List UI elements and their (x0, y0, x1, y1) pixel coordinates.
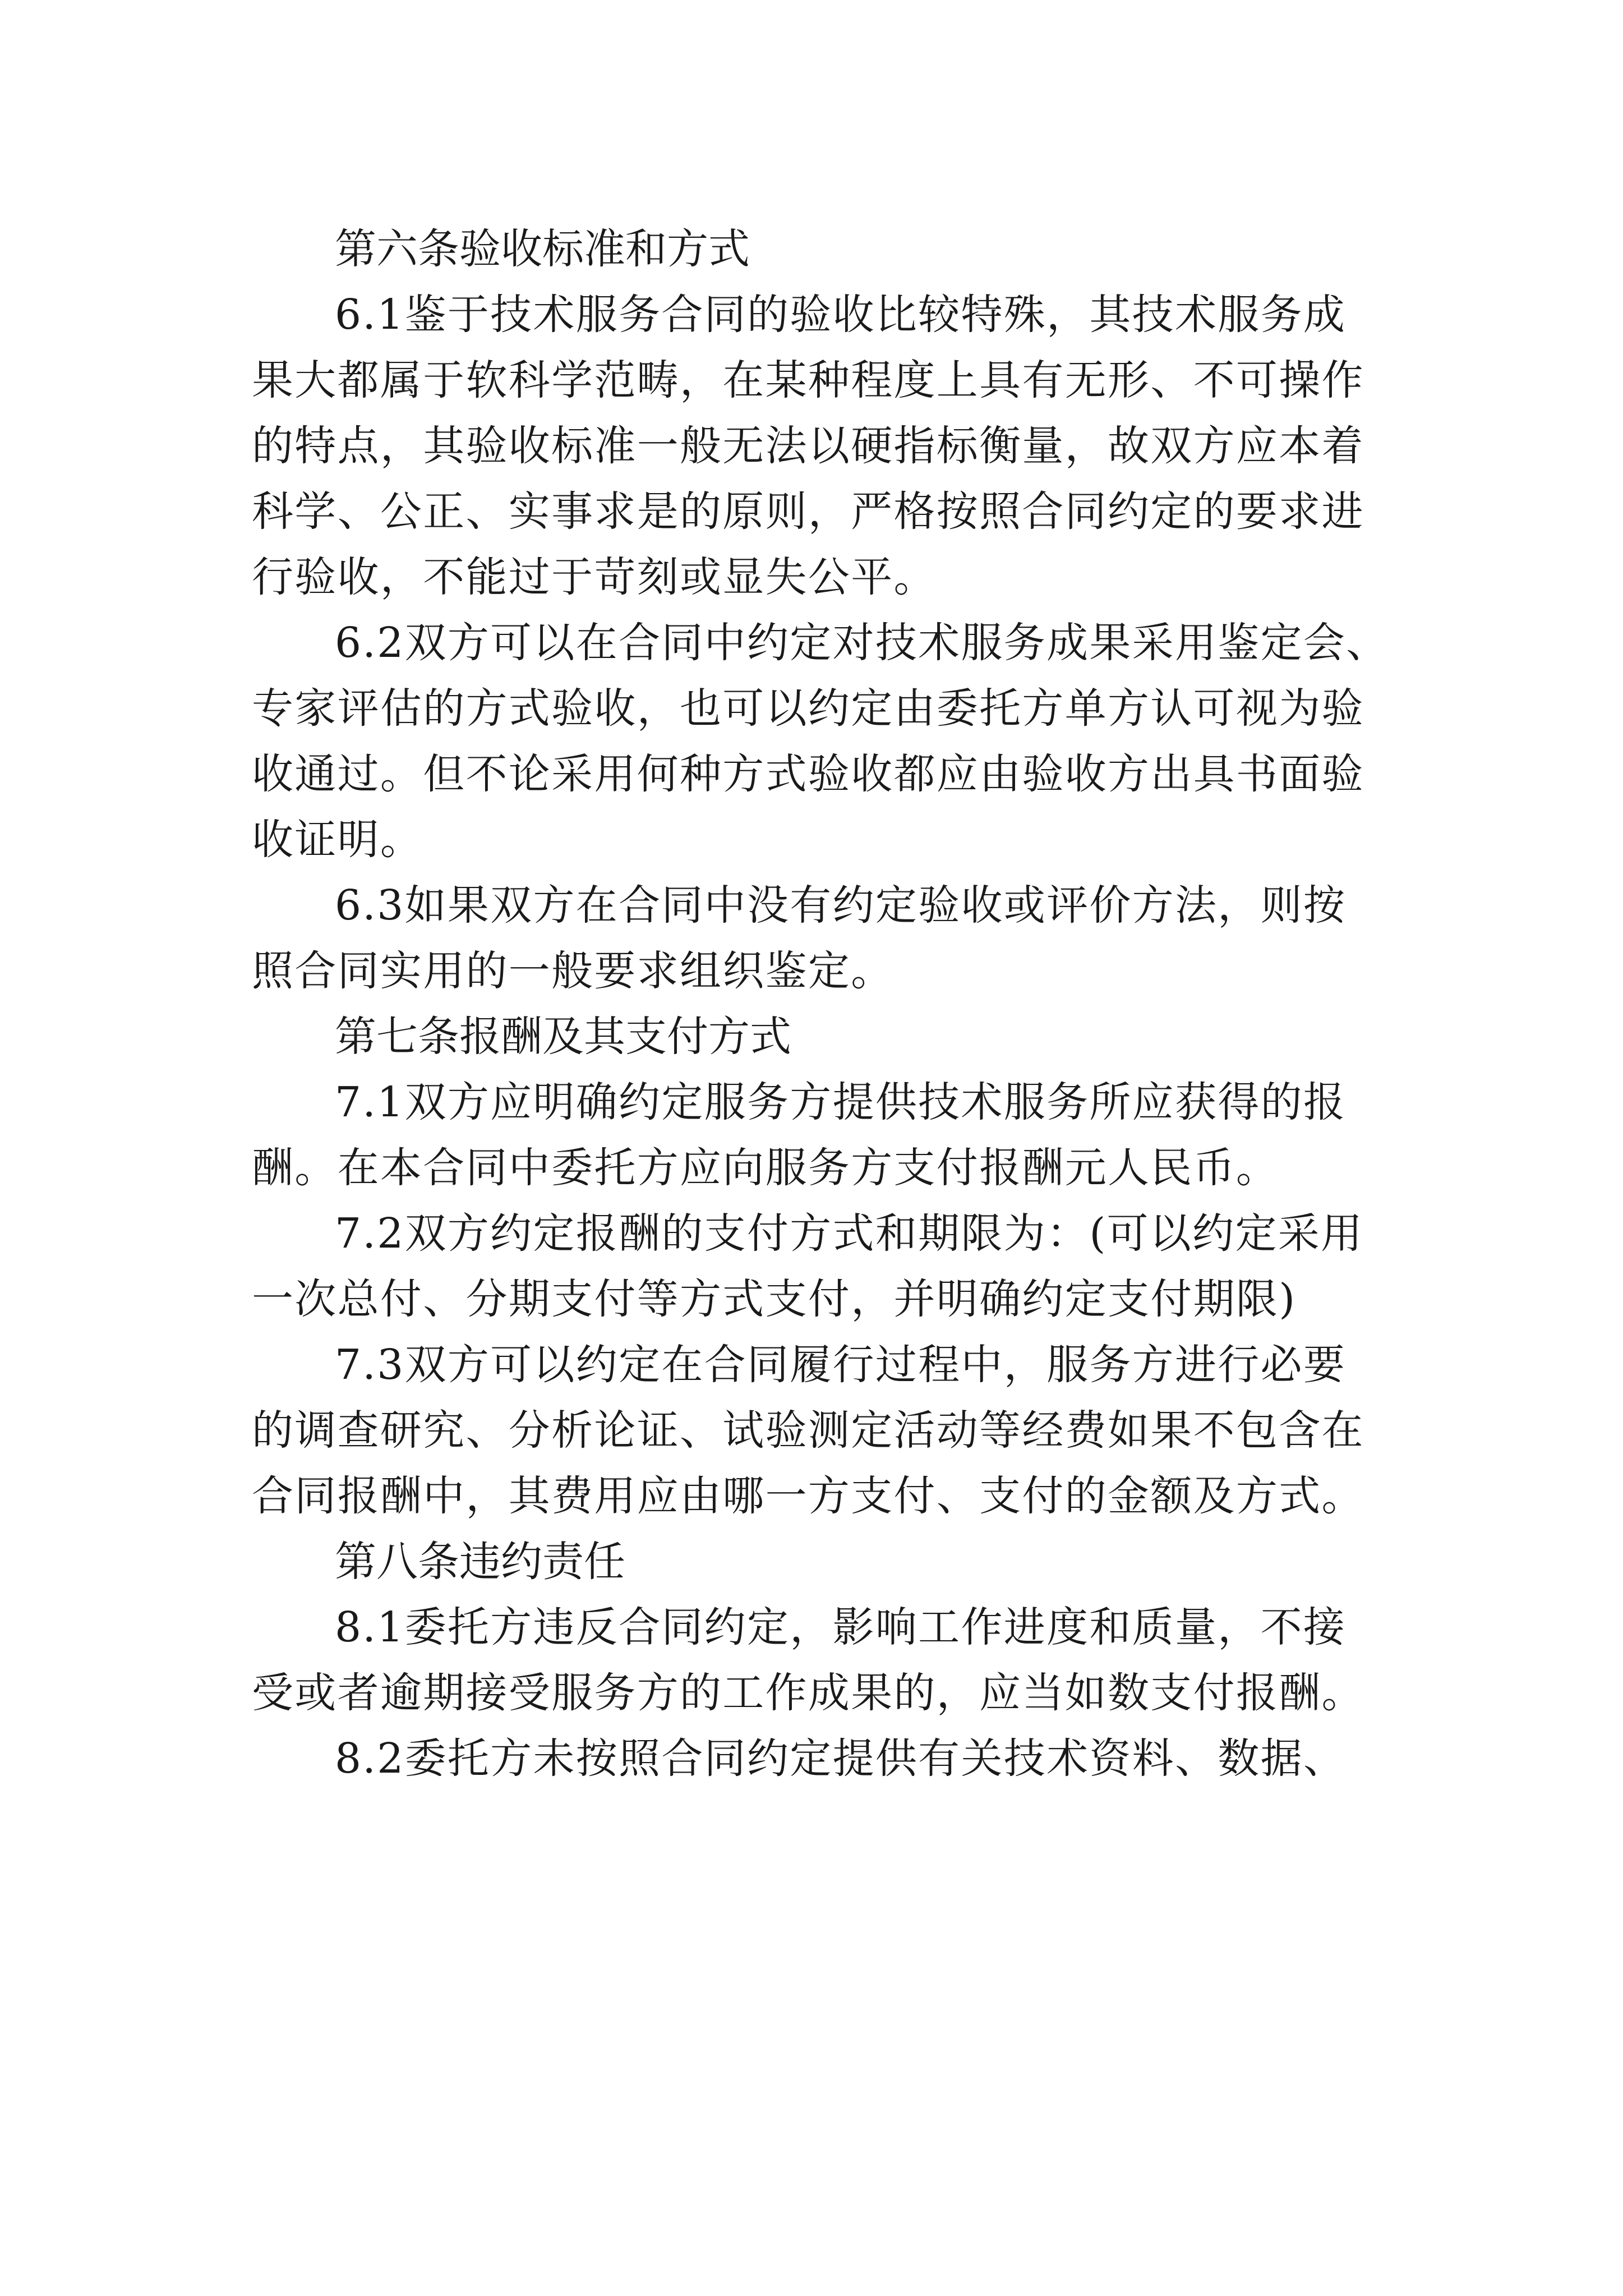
paragraph-line: 收证明。 (252, 816, 423, 864)
clause-7-3 (252, 1332, 1418, 1529)
clause-6-3 (252, 873, 1418, 1004)
clause-6-1 (252, 282, 1418, 610)
paragraph-line: 专家评估的方式验收，也可以约定由委托方单方认可视为验 (252, 684, 1364, 733)
paragraph-line: 科学、公正、实事求是的原则，严格按照合同约定的要求进 (252, 487, 1364, 536)
paragraph-line: 7.2双方约定报酬的支付方式和期限为：(可以约定采用 (335, 1209, 1364, 1258)
paragraph-line: 受或者逾期接受服务方的工作成果的，应当如数支付报酬。 (252, 1669, 1364, 1717)
clause-8-1 (252, 1595, 1418, 1726)
paragraph-line: 7.3双方可以约定在合同履行过程中，服务方进行必要 (335, 1341, 1347, 1389)
clause-8-2 (252, 1726, 1418, 1792)
paragraph-line: 果大都属于软科学范畴，在某种程度上具有无形、不可操作 (252, 356, 1364, 404)
paragraph-line: 8.1委托方违反合同约定，影响工作进度和质量，不接 (335, 1603, 1347, 1651)
paragraph-line: 合同报酬中，其费用应由哪一方支付、支付的金额及方式。 (252, 1472, 1364, 1520)
heading-line: 第六条验收标准和方式 (335, 225, 750, 273)
paragraph-line: 的特点，其验收标准一般无法以硬指标衡量，故双方应本着 (252, 422, 1364, 470)
paragraph-line: 收通过。但不论采用何种方式验收都应由验收方出具书面验 (252, 750, 1364, 798)
heading-line: 第八条违约责任 (335, 1538, 625, 1586)
paragraph-line: 6.3如果双方在合同中没有约定验收或评价方法，则按 (335, 881, 1347, 930)
clause-7-1 (252, 1070, 1418, 1201)
paragraph-line: 的调查研究、分析论证、试验测定活动等经费如果不包含在 (252, 1406, 1364, 1455)
paragraph-line: 酬。在本合同中委托方应向服务方支付报酬元人民币。 (252, 1144, 1279, 1192)
document-body (252, 217, 1418, 1792)
clause-7-2 (252, 1201, 1418, 1332)
article-8-heading (252, 1529, 1418, 1595)
article-6-heading (252, 217, 1418, 282)
paragraph-line: 7.1双方应明确约定服务方提供技术服务所应获得的报 (335, 1078, 1347, 1126)
paragraph-line: 一次总付、分期支付等方式支付，并明确约定支付期限) (252, 1275, 1297, 1323)
paragraph-line: 6.2双方可以在合同中约定对技术服务成果采用鉴定会、 (335, 619, 1389, 667)
clause-6-2 (252, 610, 1418, 873)
paragraph-line: 照合同实用的一般要求组织鉴定。 (252, 947, 894, 995)
paragraph-line: 行验收，不能过于苛刻或显失公平。 (252, 553, 937, 601)
paragraph-line: 8.2委托方未按照合同约定提供有关技术资料、数据、 (335, 1734, 1347, 1783)
paragraph-line: 6.1鉴于技术服务合同的验收比较特殊，其技术服务成 (335, 291, 1347, 339)
article-7-heading (252, 1004, 1418, 1070)
heading-line: 第七条报酬及其支付方式 (335, 1013, 791, 1061)
